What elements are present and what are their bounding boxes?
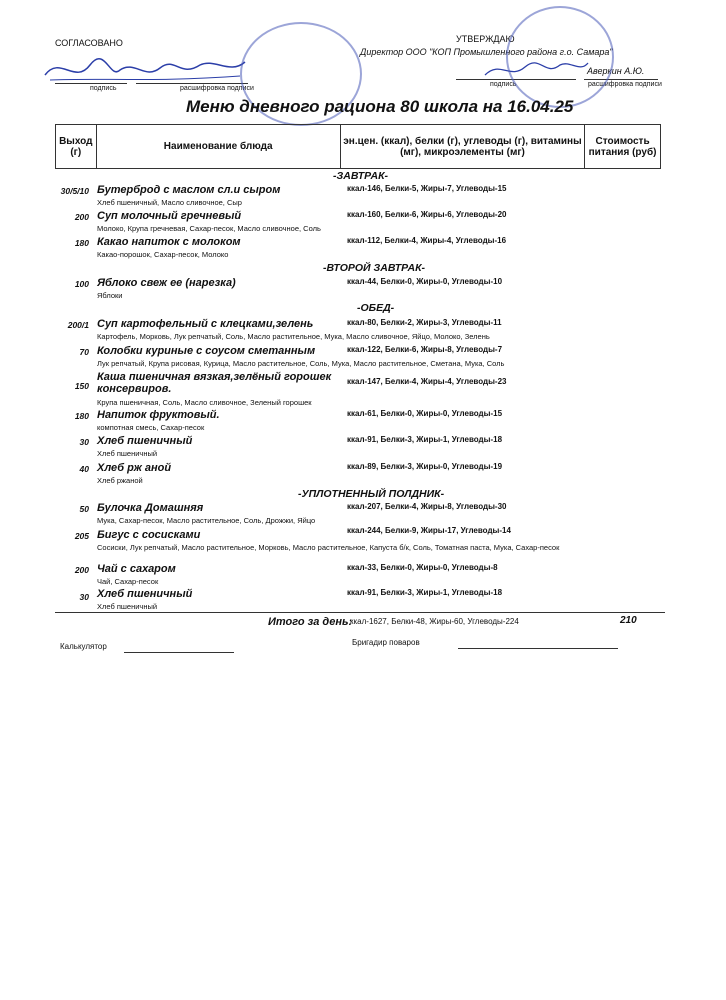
item-ingredients: компотная смесь, Сахар-песок (97, 423, 205, 432)
item-ingredients: Хлеб пшеничный (97, 449, 158, 458)
item-name: Колобки куриные с соусом сметанным (97, 345, 316, 357)
item-name: Напиток фруктовый. (97, 409, 220, 421)
left-sub-decode: расшифровка подписи (180, 85, 254, 92)
item-name: Хлеб рж аной (97, 462, 172, 474)
item-output: 200 (74, 212, 89, 222)
chief-sign-line (458, 648, 618, 649)
item-output: 200 (74, 565, 89, 575)
item-name: Бутерброд с маслом сл.и сыром (97, 184, 281, 196)
right-sub-decode: расшифровка подписи (588, 81, 662, 88)
stamp-right-seal (506, 6, 614, 108)
item-name: Каша пшеничная вязкая,зелёный горошек консервиров. (97, 371, 332, 395)
item-name: Хлеб пшеничный (97, 435, 193, 447)
item-nutrition: ккал-91, Белки-3, Жиры-1, Углеводы-18 (347, 588, 503, 597)
item-output: 30 (79, 437, 89, 447)
item-ingredients: Яблоки (97, 291, 123, 300)
item-name: Хлеб пшеничный (97, 588, 193, 600)
item-ingredients: Сосиски, Лук репчатый, Масло растительное, Морковь, Масло растительное, Капуста б/к, Соль, Томатная паста, Мука, Сахар-песок (97, 543, 560, 552)
calculator-sign-line (124, 652, 234, 653)
item-nutrition: ккал-147, Белки-4, Жиры-4, Углеводы-23 (347, 377, 507, 386)
item-ingredients: Картофель, Морковь, Лук репчатый, Соль, Масло растительное, Мука, Масло сливочное, Яйцо, Молоко, Зелень (97, 332, 490, 341)
header-dish: Наименование блюда (96, 125, 340, 169)
item-nutrition: ккал-112, Белки-4, Жиры-4, Углеводы-16 (347, 236, 507, 245)
signature-left-image (40, 50, 250, 90)
menu-table-header (55, 124, 661, 169)
item-output: 180 (74, 411, 89, 421)
item-output: 200/1 (67, 320, 89, 330)
item-name: Какао напиток с молоком (97, 236, 241, 248)
item-nutrition: ккал-80, Белки-2, Жиры-3, Углеводы-11 (347, 318, 502, 327)
total-cost: 210 (620, 615, 637, 626)
item-nutrition: ккал-44, Белки-0, Жиры-0, Углеводы-10 (347, 277, 503, 286)
item-ingredients: Крупа пшеничная, Соль, Масло сливочное, Зеленый горошек (97, 398, 312, 407)
item-output: 180 (74, 238, 89, 248)
item-name: Суп картофельный с клецками,зелень (97, 318, 314, 330)
item-ingredients: Чай, Сахар-песок (97, 577, 159, 586)
section-lunch: -ОБЕД- (357, 302, 395, 314)
item-output: 205 (74, 531, 89, 541)
item-ingredients: Какао-порошок, Сахар-песок, Молоко (97, 250, 229, 259)
total-divider (55, 612, 665, 613)
footer-calculator-label: Калькулятор (60, 642, 107, 651)
item-nutrition: ккал-122, Белки-6, Жиры-8, Углеводы-7 (347, 345, 503, 354)
item-output: 30/5/10 (60, 186, 89, 196)
item-nutrition: ккал-61, Белки-0, Жиры-0, Углеводы-15 (347, 409, 503, 418)
item-output: 100 (74, 279, 89, 289)
item-nutrition: ккал-244, Белки-9, Жиры-17, Углеводы-14 (347, 526, 511, 535)
item-nutrition: ккал-146, Белки-5, Жиры-7, Углеводы-15 (347, 184, 507, 193)
item-output: 70 (79, 347, 89, 357)
item-nutrition: ккал-160, Белки-6, Жиры-6, Углеводы-20 (347, 210, 507, 219)
item-name: Булочка Домашняя (97, 502, 204, 514)
total-nutrition: ккал-1627, Белки-48, Жиры-60, Углеводы-224 (350, 617, 519, 626)
header-output: Выход (г) (56, 125, 97, 169)
approval-right-name: Аверкин А.Ю. (587, 66, 645, 76)
item-ingredients: Молоко, Крупа гречневая, Сахар-песок, Масло сливочное, Соль (97, 224, 321, 233)
item-output: 40 (79, 464, 89, 474)
item-output: 30 (79, 592, 89, 602)
header-cost: Стоимость питания (руб) (585, 125, 661, 169)
item-nutrition: ккал-89, Белки-3, Жиры-0, Углеводы-19 (347, 462, 503, 471)
section-second-breakfast: -ВТОРОЙ ЗАВТРАК- (323, 262, 426, 274)
item-ingredients: Хлеб ржаной (97, 476, 143, 485)
approval-left-label: СОГЛАСОВАНО (55, 38, 123, 48)
item-output: 150 (74, 381, 89, 391)
item-name: Яблоко свеж ее (нарезка) (97, 277, 236, 289)
right-sub-sign: подпись (490, 81, 517, 88)
footer-chief-label: Бригадир поваров (352, 638, 420, 647)
item-ingredients: Мука, Сахар-песок, Масло растительное, Соль, Дрожжи, Яйцо (97, 516, 316, 525)
item-nutrition: ккал-207, Белки-4, Жиры-8, Углеводы-30 (347, 502, 507, 511)
header-nutrition: эн.цен. (ккал), белки (г), углеводы (г), витамины (мг), микроэлементы (мг) (340, 125, 584, 169)
section-breakfast: -ЗАВТРАК- (333, 170, 389, 182)
item-ingredients: Хлеб пшеничный (97, 602, 158, 611)
approval-right-position: Директор ООО "КОП Промышленного района г.о. Самара" (360, 47, 613, 57)
item-ingredients: Лук репчатый, Крупа рисовая, Курица, Масло растительное, Соль, Мука, Масло растительное, Сметана, Мука, Соль (97, 359, 505, 368)
item-nutrition: ккал-91, Белки-3, Жиры-1, Углеводы-18 (347, 435, 503, 444)
item-name: Бигус с сосисками (97, 529, 201, 541)
left-sub-sign: подпись (90, 85, 117, 92)
item-output: 50 (79, 504, 89, 514)
item-ingredients: Хлеб пшеничный, Масло сливочное, Сыр (97, 198, 242, 207)
section-snack: -УПЛОТНЕННЫЙ ПОЛДНИК- (298, 488, 445, 500)
page-title: Меню дневного рациона 80 школа на 16.04.25 (186, 97, 574, 116)
approval-right-label: УТВЕРЖДАЮ (456, 34, 515, 44)
total-label: Итого за день: (268, 616, 353, 628)
item-name: Чай с сахаром (97, 563, 176, 575)
item-nutrition: ккал-33, Белки-0, Жиры-0, Углеводы-8 (347, 563, 498, 572)
item-name: Суп молочный гречневый (97, 210, 242, 222)
